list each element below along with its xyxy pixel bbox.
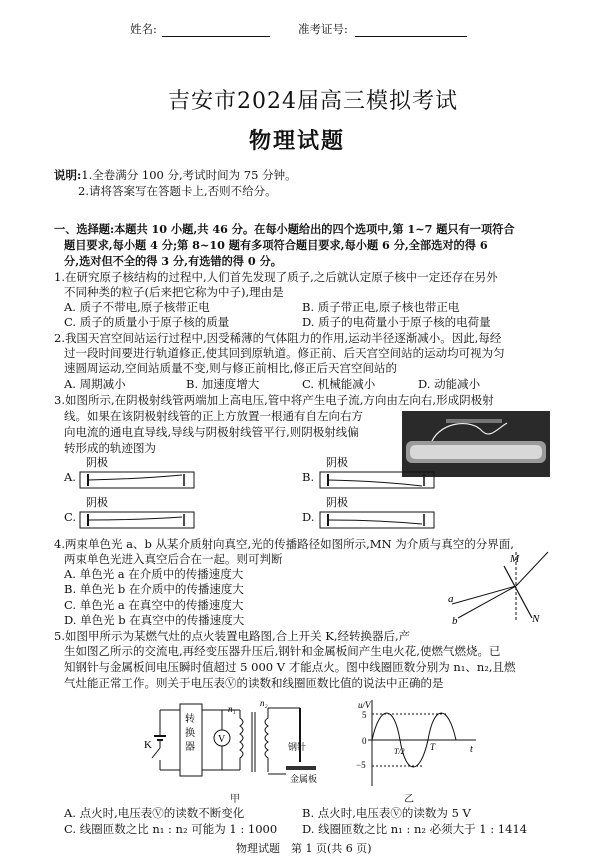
- q4-option-d: D. 单色光 b 在真空中的传播速度大: [64, 613, 245, 627]
- exam-title: 吉安市2024届高三模拟考试: [168, 89, 458, 114]
- secondary-coil: [265, 708, 268, 772]
- q3-stem-4: 转形成的轨迹图为: [64, 441, 156, 455]
- q2-option-d: D. 动能减小: [418, 377, 481, 391]
- q5-stem-3: 知钢针与金属板间电压瞬时值超过 5 000 V 才能点火。图中线圈匝数分别为 n₁、n₂,且燃: [64, 660, 516, 674]
- figure-b-caption: 乙: [404, 794, 414, 805]
- q1-option-c: C. 质子的质量小于原子核的质量: [64, 315, 230, 329]
- converter-char-2: 换: [185, 728, 195, 739]
- q3-option-d-diagram: [318, 496, 438, 532]
- needle-label: 钢针: [288, 742, 307, 752]
- neg-amplitude-label: −5: [356, 760, 366, 770]
- q2-option-c: C. 机械能减小: [302, 377, 376, 391]
- ray-b: [458, 586, 516, 618]
- plate-label: 金属板: [290, 774, 318, 784]
- q5-option-b: B. 点火时,电压表Ⓥ的读数为 5 V: [302, 806, 471, 820]
- q5-stem-1: 5.如图甲所示为某燃气灶的点火装置电路图,合上开关 K,经转换器后,产: [54, 629, 411, 643]
- q3-stem-2: 线。如果在该阴极射线管的正上方放置一根通有自左向右方: [64, 409, 363, 423]
- q1-option-d: D. 质子的电荷量小于原子核的电荷量: [302, 315, 491, 329]
- cathode-label: 阴极: [326, 497, 348, 509]
- cathode-label: 阴极: [86, 457, 108, 469]
- ray-out: [516, 552, 548, 586]
- q3-option-b-diagram: [318, 456, 438, 492]
- q3-option-c-letter: C.: [64, 510, 77, 524]
- q5-option-c: C. 线圈匝数之比 n₁ : n₂ 可能为 1 : 1000: [64, 822, 278, 836]
- converter-char-1: 转: [185, 714, 195, 725]
- switch-k: [152, 748, 160, 758]
- section1-line-1: 一、选择题:本题共 10 小题,共 46 分。在每小题给出的四个选项中,第 1~7 题只有一项符合: [54, 222, 515, 236]
- ignition-circuit-diagram: [140, 692, 340, 790]
- q5-stem-2: 生如图乙所示的交流电,再经变压器升压后,钢针和金属板间产生电火花,使燃气燃烧。已: [64, 644, 501, 658]
- q1-stem-2: 不同种类的粒子(后来把它称为中子),理由是: [64, 285, 284, 299]
- label-a: a: [448, 593, 454, 605]
- primary-coil: [240, 710, 243, 770]
- half-period-label: T/2: [394, 747, 405, 756]
- q2-stem-3: 速圆周运动,空间站质量不变,则与修正前相比,修正后天宫空间站的: [64, 361, 397, 375]
- q2-stem-2: 过一段时间要进行轨道修正,使其回到原轨道。修正前、后天宫空间站的运动均可视为匀: [64, 346, 505, 360]
- period-label: T: [430, 742, 436, 752]
- q4-stem-1: 4.两束单色光 a、b 从某介质射向真空,光的传播路径如图所示,MN 为介质与真空的分界面,: [54, 537, 514, 551]
- exam-number-blank[interactable]: [355, 24, 467, 37]
- section1-line-2: 题目要求,每小题 4 分;第 8~10 题有多项符合题目要求,每小题 6 分,全部选对的得 6: [64, 238, 488, 252]
- q2-stem-1: 2.我国天宫空间站运行过程中,因受稀薄的气体阻力的作用,运动半径逐渐减小。因此,每经: [54, 331, 502, 345]
- name-label: 姓名:: [130, 22, 157, 36]
- subject-title: 物理试题: [249, 129, 346, 154]
- voltage-time-graph: [352, 696, 482, 792]
- q3-stem-1: 3.如图所示,在阴极射线管两端加上高电压,管中将产生电子流,方向由左向右,形成阴极射: [54, 393, 494, 407]
- q3-option-a-diagram: [78, 456, 198, 492]
- q1-option-b: B. 质子带正电,原子核也带正电: [302, 300, 460, 314]
- exam-number-label: 准考证号:: [298, 22, 348, 36]
- q5-option-a: A. 点火时,电压表Ⓥ的读数不断变化: [64, 806, 245, 820]
- q3-option-d-letter: D.: [302, 510, 315, 524]
- q4-refraction-diagram: [444, 546, 554, 626]
- notes-line-1: 说明:1.全卷满分 100 分,考试时间为 75 分钟。: [54, 168, 297, 182]
- q1-option-a: A. 质子不带电,原子核带正电: [64, 300, 210, 314]
- q3-stem-3: 向电流的通电直导线,导线与阴极射线管平行,则阴极射线偏: [64, 425, 359, 439]
- notes-line-2: 2.请将答案写在答题卡上,否则不给分。: [78, 184, 277, 198]
- label-m: M: [510, 553, 520, 565]
- q2-option-b: B. 加速度增大: [186, 377, 260, 391]
- cathode-label: 阴极: [326, 457, 348, 469]
- metal-plate: [286, 766, 316, 770]
- label-n: N: [532, 613, 540, 625]
- figure-a-caption: 甲: [230, 794, 240, 805]
- q3-option-c-diagram: [78, 496, 198, 532]
- label-b: b: [452, 615, 458, 626]
- ray-a: [452, 586, 516, 604]
- q4-stem-2: 两束单色光进入真空后合在一起。则可判断: [64, 552, 283, 566]
- converter-char-3: 器: [185, 742, 195, 753]
- voltmeter-label: V: [218, 734, 226, 745]
- cathode-label: 阴极: [86, 497, 108, 509]
- q5-stem-4: 气灶能正常工作。则关于电压表Ⓥ的读数和线圈匝数比值的说法中正确的是: [64, 676, 444, 690]
- n1-label: n₁: [228, 704, 236, 714]
- pos-amplitude-label: 5: [362, 710, 367, 720]
- q3-option-b-letter: B.: [302, 470, 315, 484]
- n2-label: n₂: [260, 698, 268, 708]
- q4-option-c: C. 单色光 a 在真空中的传播速度大: [64, 598, 244, 612]
- t-axis-label: t: [470, 744, 473, 755]
- name-blank[interactable]: [162, 24, 270, 37]
- q2-option-a: A. 周期减小: [64, 377, 126, 391]
- q5-option-d: D. 线圈匝数之比 n₁ : n₂ 必须大于 1 : 1414: [302, 822, 528, 836]
- origin-label: 0: [362, 736, 367, 746]
- y-axis-label: u/V: [358, 700, 371, 710]
- page-footer: 物理试题 第 1 页(共 6 页): [236, 842, 372, 855]
- switch-label: K: [144, 739, 152, 751]
- q4-option-b: B. 单色光 b 在介质中的传播速度大: [64, 582, 244, 596]
- q1-stem-1: 1.在研究原子核结构的过程中,人们首先发现了质子,之后就认定原子核中一定还存在另外: [54, 270, 498, 284]
- q3-option-a-letter: A.: [64, 470, 76, 484]
- section1-line-3: 分,选对但不全的得 3 分,有选错的得 0 分。: [64, 254, 282, 268]
- q4-option-a: A. 单色光 a 在介质中的传播速度大: [64, 567, 244, 581]
